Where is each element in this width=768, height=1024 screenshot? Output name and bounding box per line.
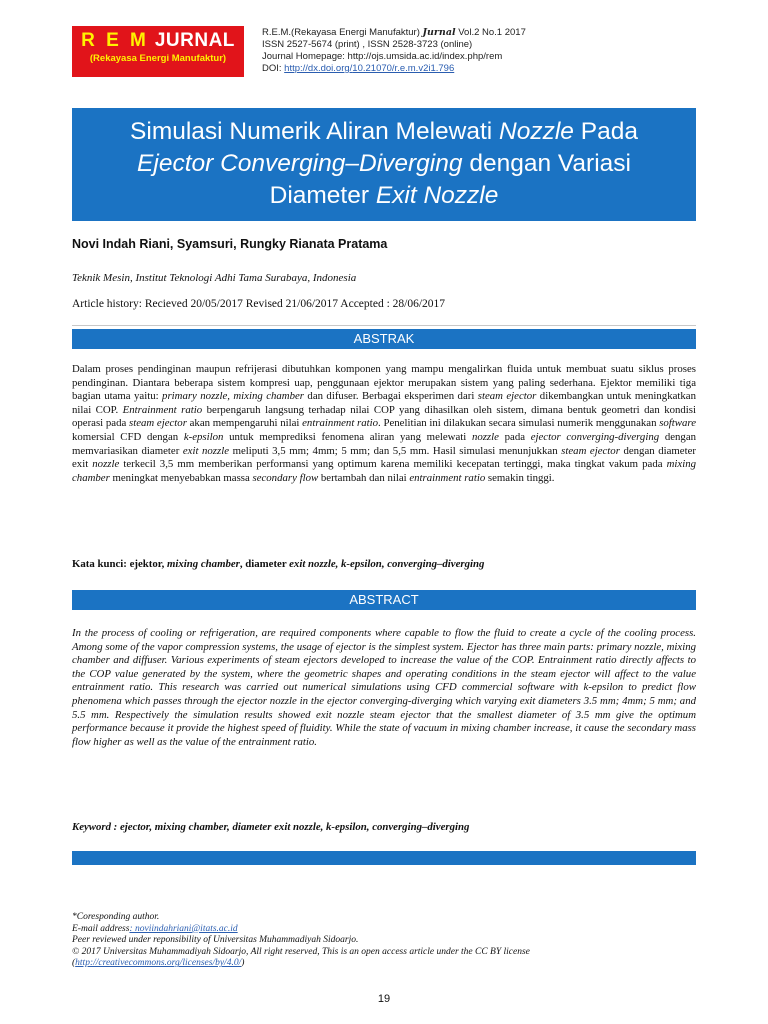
email-label: E-mail address <box>72 923 130 934</box>
logo-jurnal: JURNAL <box>154 30 235 51</box>
title-line-1 <box>72 116 696 148</box>
title-line-2 <box>72 148 696 180</box>
abstrak-heading: ABSTRAK <box>72 329 696 349</box>
license-paren: ) <box>241 958 245 969</box>
authors: Novi Indah Riani, Syamsuri, Rungky Rianata Pratama <box>72 237 388 251</box>
journal-volume-line <box>262 27 742 39</box>
email-line <box>72 924 712 936</box>
license-line <box>72 958 712 970</box>
abstrak-text: Dalam proses pendinginan maupun refrijerasi dibutuhkan komponen yang mampu mengalirkan fluida untuk membuat suatu siklus proses pendinginan. Diantara beberapa sistem kompresi uap, penggunaan ejektor merupakan sistem yang paling sederhana. Ejektor memiliki tiga bagian utama yaitu: primary nozzle, mixing chamber dan difuser. Berbagai eksperimen dari steam ejector dikembangkan untuk meningkatkan nilai COP. Entrainment ratio berpengaruh langsung terhadap nilai COP yang dihasilkan oleh sistem, dimana bentuk geometri dan kondisi operasi pada steam ejector akan mempengaruhi nilai entrainment ratio. Penelitian ini dilakukan secara simulasi numerik menggunakan software komersial CFD dengan k-epsilon untuk memprediksi fenomena aliran yang melewati nozzle pada ejector converging-diverging dengan memvariasikan diameter exit nozzle meliputi 3,5 mm; 4mm; 5 mm; dan 5,5 mm. Hasil simulasi menunjukkan steam ejector dengan diameter exit nozzle terkecil 3,5 mm memberikan performansi yang optimum karena memiliki kecepatan tertinggi, maka tingkat vakum pada mixing chamber meningkat menyebabkan massa secondary flow bertambah dan nilai entrainment ratio semakin tinggi. <box>72 363 697 484</box>
section-divider-bar <box>72 851 696 865</box>
doi-link-part2: 10.21070/r.e.m.v2i1.796 <box>352 63 455 74</box>
logo-rem: R E M <box>81 30 149 51</box>
copyright: © 2017 Universitas Muhammadiyah Sidoarjo, All right reserved, This is an open access article under the CC BY license <box>72 946 530 957</box>
doi-line <box>262 63 742 75</box>
journal-name: R.E.M.(Rekayasa Energi Manufaktur) <box>262 27 420 38</box>
doi-label: DOI: <box>262 63 282 74</box>
journal-info <box>262 27 742 75</box>
footnotes <box>72 912 712 970</box>
abstract-heading: ABSTRACT <box>72 590 696 610</box>
corresponding-author: *Coresponding author. <box>72 912 160 922</box>
article-title <box>72 108 696 221</box>
page-number: 19 <box>377 993 391 1005</box>
title-part-italic: Exit Nozzle <box>375 182 499 209</box>
affiliation: Teknik Mesin, Institut Teknologi Adhi Tama Surabaya, Indonesia <box>72 272 357 284</box>
kata-kunci: Kata kunci: ejektor, mixing chamber, diameter exit nozzle, k-epsilon, converging–diverging <box>72 558 485 570</box>
journal-logo <box>72 26 244 77</box>
logo-subtitle: (Rekayasa Energi Manufaktur) <box>89 53 227 64</box>
license-link[interactable]: http://creativecommons.org/licenses/by/4.0/ <box>75 958 242 969</box>
license-paren: ( <box>72 958 76 969</box>
title-part-italic: Ejector Converging–Diverging <box>137 150 463 177</box>
doi-link[interactable] <box>284 63 454 74</box>
issn-line: ISSN 2527-5674 (print) , ISSN 2528-3723 (online) <box>262 39 473 50</box>
homepage-line: Journal Homepage: http://ojs.umsida.ac.id/index.php/rem <box>262 51 503 62</box>
journal-volume: Vol.2 No.1 2017 <box>458 27 526 38</box>
keywords: Keyword : ejector, mixing chamber, diameter exit nozzle, k-epsilon, converging–diverging <box>72 821 470 833</box>
title-part: dengan Variasi <box>462 150 631 177</box>
doi-link-part1: http://dx.doi.org/ <box>284 63 353 74</box>
logo-title <box>72 30 244 52</box>
title-part: Diameter <box>269 182 376 209</box>
abstract-text: In the process of cooling or refrigeration, are required components where capable to flow the fluid to create a cycle of the cooling process. Among some of the vapor compression systems, the usage of ejector is the simplest system. Ejector has three main parts: primary nozzle, mixing chamber and diffuser. Various experiments of steam ejectors developed to increase the value of the COP. Entrainment ratio directly affects to the COP value generated by the system, where the geometric shapes and operating conditions in the steam ejector will affect to the value entrainment ratio. This research was carried out numerical simulations using CFD commercial software with k-epsilon to predict flow phenomena which passes through the ejector nozzle in the ejector converging-diverging which varying exit diameters 3.5 mm; 4mm; 5 mm; and 5.5 mm. Respectively the simulation results showed exit nozzle steam ejector that the smallest diameter of 3.5 mm give the optimum performance because it provide the highest speed of fluidity. While the state of vacuum in mixing chamber increase, it cause the secondary mass flow higher as well as the value of the entrainment ratio. <box>72 627 696 748</box>
title-line-3 <box>72 180 696 212</box>
email-link[interactable]: : noviindahriani@itats.ac.id <box>129 923 238 934</box>
peer-review-note: Peer reviewed under reponsibility of Universitas Muhammadiyah Sidoarjo. <box>72 935 359 946</box>
title-part-italic: Nozzle <box>499 118 574 145</box>
article-history: Article history: Recieved 20/05/2017 Revised 21/06/2017 Accepted : 28/06/2017 <box>72 298 446 310</box>
journal-word: Jurnal <box>422 27 456 38</box>
title-part: Simulasi Numerik Aliran Melewati <box>130 118 500 145</box>
divider <box>72 325 696 326</box>
title-part: Pada <box>573 118 638 145</box>
